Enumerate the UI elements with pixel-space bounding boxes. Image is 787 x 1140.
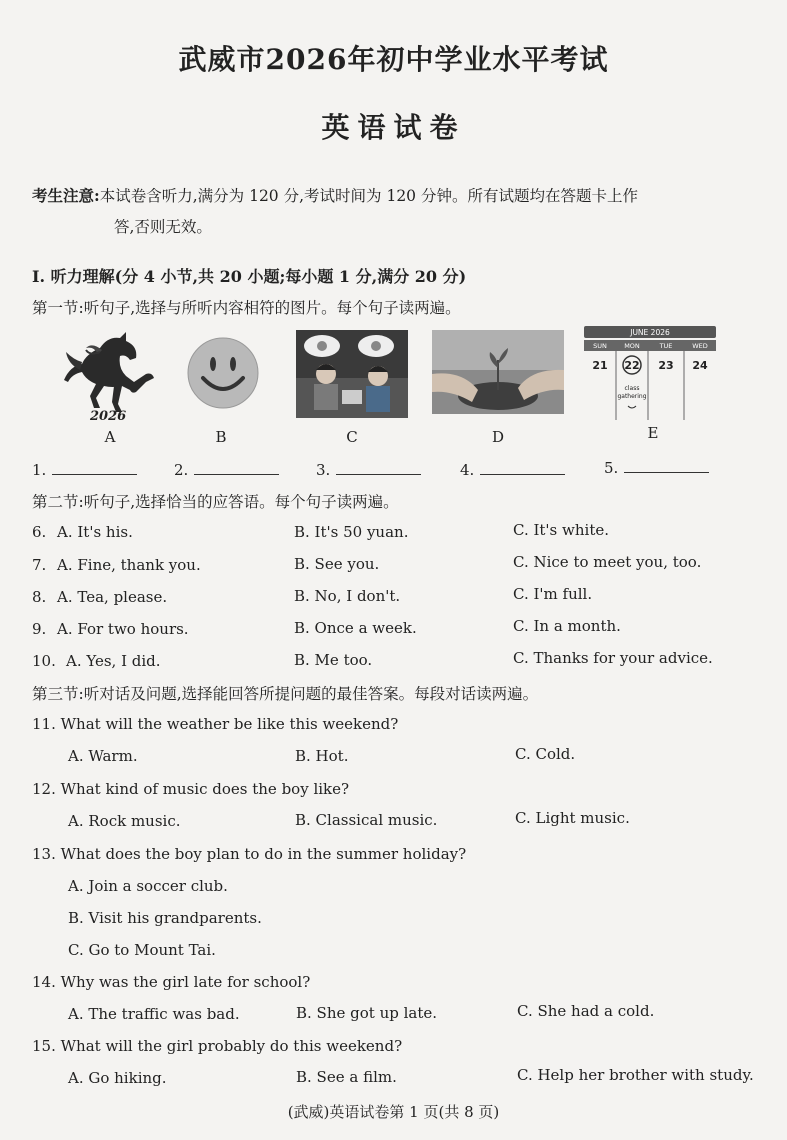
calendar-date-23: 23 (658, 359, 674, 372)
question-6-option-b[interactable]: B. It's 50 yuan. (294, 523, 409, 541)
question-9-number: 9. (32, 620, 47, 638)
question-14-option-c[interactable]: C. She had a cold. (517, 1002, 655, 1020)
calendar-month: JUNE 2026 (630, 328, 670, 337)
question-7-option-c[interactable]: C. Nice to meet you, too. (513, 553, 702, 571)
exam-subtitle: 英语试卷 (321, 111, 466, 144)
question-12-option-c[interactable]: C. Light music. (515, 809, 630, 827)
horse-year-caption: 2026 (90, 409, 127, 423)
question-14-option-b[interactable]: B. She got up late. (296, 1004, 438, 1022)
question-7-option-a[interactable]: A. Fine, thank you. (57, 556, 201, 574)
question-6-option-c[interactable]: C. It's white. (513, 521, 609, 539)
question-15-option-a[interactable]: A. Go hiking. (68, 1069, 167, 1087)
answer-blank-4[interactable] (460, 460, 565, 479)
question-9-option-a[interactable]: A. For two hours. (57, 620, 189, 638)
calendar-day-sun: SUN (593, 342, 607, 350)
answer-blank-2[interactable] (174, 460, 279, 479)
question-10-number: 10. (32, 652, 56, 670)
blank-line-4[interactable] (480, 460, 565, 475)
question-13-option-a[interactable]: A. Join a soccer club. (68, 877, 228, 895)
smiley-face-icon (186, 336, 260, 410)
notice-label: 考生注意: (32, 186, 100, 205)
blank-line-2[interactable] (194, 460, 279, 475)
question-14: 14. Why was the girl late for school? (32, 973, 311, 991)
question-15: 15. What will the girl probably do this weekend? (32, 1037, 403, 1055)
calendar-day-mon: MON (624, 342, 640, 350)
calendar-icon (584, 326, 716, 420)
question-13-option-b[interactable]: B. Visit his grandparents. (68, 909, 262, 927)
question-13: 13. What does the boy plan to do in the summer holiday? (32, 845, 467, 863)
question-11: 11. What will the weather be like this weekend? (32, 715, 399, 733)
question-14-option-a[interactable]: A. The traffic was bad. (68, 1005, 240, 1023)
notice-line-2: 答,否则无效。 (114, 218, 212, 236)
picture-label-b: B (215, 428, 227, 446)
exam-title: 武威市2026年初中学业水平考试 (178, 43, 609, 76)
question-8-option-c[interactable]: C. I'm full. (513, 585, 593, 603)
blank-line-1[interactable] (52, 460, 137, 475)
blank-line-3[interactable] (336, 460, 421, 475)
answer-blank-5[interactable] (604, 458, 709, 477)
question-10-option-b[interactable]: B. Me too. (294, 651, 373, 669)
calendar-note-line-2: gathering (617, 393, 647, 400)
planting-tree-icon (432, 330, 564, 414)
section2-instruction: 第二节:听句子,选择恰当的应答语。每个句子读两遍。 (32, 493, 399, 511)
question-9-option-b[interactable]: B. Once a week. (294, 619, 417, 637)
picture-label-c: C (346, 428, 358, 446)
question-6-number: 6. (32, 523, 47, 541)
question-11-option-c[interactable]: C. Cold. (515, 745, 576, 763)
question-11-option-a[interactable]: A. Warm. (68, 747, 138, 765)
blank-number-2: 2. (174, 461, 189, 479)
picture-label-d: D (491, 428, 505, 446)
blank-number-1: 1. (32, 461, 47, 479)
answer-blank-1[interactable] (32, 460, 137, 479)
calendar-date-21: 21 (592, 359, 608, 372)
question-7-option-b[interactable]: B. See you. (294, 555, 380, 573)
question-12-option-a[interactable]: A. Rock music. (68, 812, 181, 830)
question-8-number: 8. (32, 588, 47, 606)
question-10-option-a[interactable]: A. Yes, I did. (66, 652, 161, 670)
blank-number-4: 4. (460, 461, 475, 479)
question-15-option-c[interactable]: C. Help her brother with study. (517, 1066, 754, 1084)
question-12-option-b[interactable]: B. Classical music. (295, 811, 438, 829)
page-footer: (武威)英语试卷第 1 页(共 8 页) (287, 1103, 500, 1121)
question-9-option-c[interactable]: C. In a month. (513, 617, 621, 635)
notice-line-1: 本试卷含听力,满分为 120 分,考试时间为 120 分钟。所有试题均在答题卡上作 (99, 187, 638, 205)
calendar-date-22: 22 (624, 359, 640, 372)
calendar-day-wed: WED (692, 342, 708, 350)
section3-instruction: 第三节:听对话及问题,选择能回答所提问题的最佳答案。每段对话读两遍。 (32, 685, 539, 703)
question-8-option-a[interactable]: A. Tea, please. (57, 588, 168, 606)
question-10-option-c[interactable]: C. Thanks for your advice. (513, 649, 713, 667)
kids-thinking-icon (296, 330, 408, 418)
question-8-option-b[interactable]: B. No, I don't. (294, 587, 401, 605)
exam-notice (32, 180, 757, 243)
picture-label-e: E (647, 424, 659, 442)
calendar-day-tue: TUE (659, 342, 673, 350)
question-7-number: 7. (32, 556, 47, 574)
question-11-option-b[interactable]: B. Hot. (295, 747, 349, 765)
picture-label-a: A (104, 428, 116, 446)
blank-number-3: 3. (316, 461, 331, 479)
question-12: 12. What kind of music does the boy like? (32, 780, 350, 798)
question-6-option-a[interactable]: A. It's his. (57, 523, 133, 541)
horse-2026-icon (60, 328, 160, 423)
question-15-option-b[interactable]: B. See a film. (296, 1068, 397, 1086)
blank-number-5: 5. (604, 459, 619, 477)
answer-blank-3[interactable] (316, 460, 421, 479)
calendar-note-line-1: class (624, 385, 640, 392)
question-13-option-c[interactable]: C. Go to Mount Tai. (68, 941, 216, 959)
section1-instruction: 第一节:听句子,选择与所听内容相符的图片。每个句子读两遍。 (32, 299, 461, 317)
calendar-date-24: 24 (692, 359, 708, 372)
part1-heading: Ⅰ. 听力理解(分 4 小节,共 20 小题;每小题 1 分,满分 20 分) (32, 267, 467, 286)
blank-line-5[interactable] (624, 458, 709, 473)
